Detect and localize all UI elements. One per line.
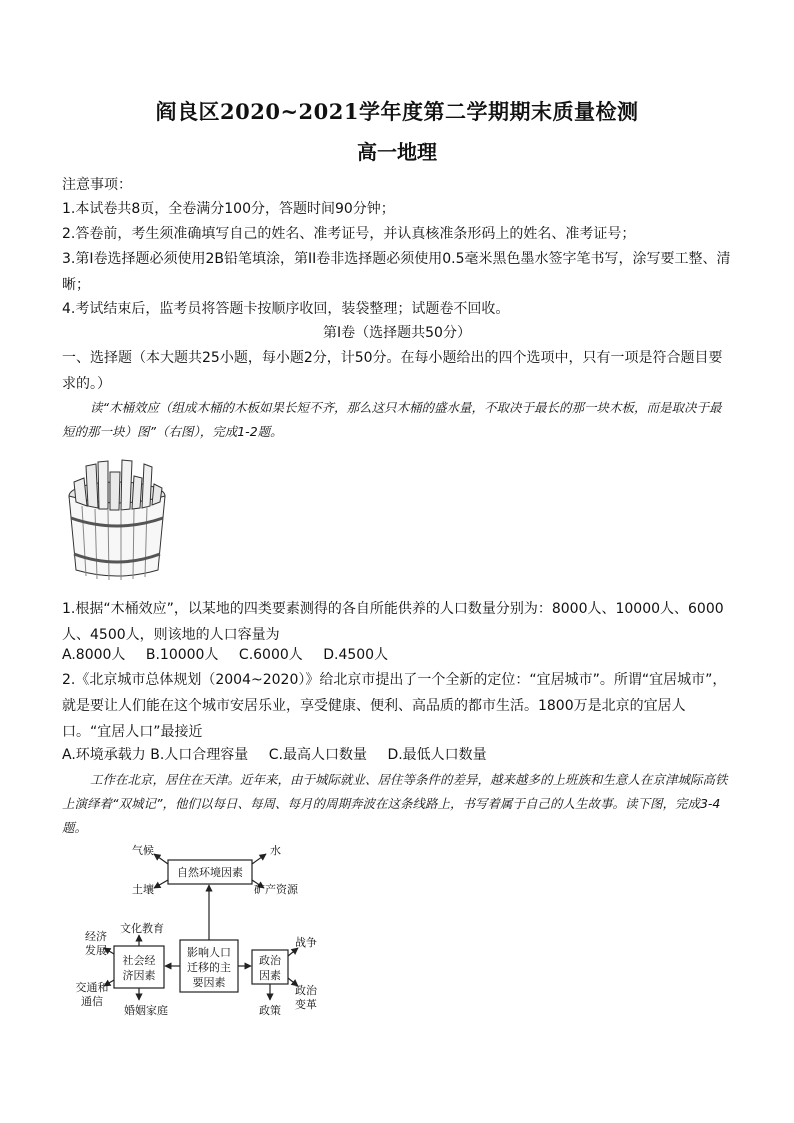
marriage-label: 婚姻家庭	[124, 1004, 168, 1017]
q2-option-b[interactable]: B.人口合理容量	[150, 747, 249, 763]
social-label-line-2: 济因素	[122, 969, 156, 982]
soil-label: 土壤	[132, 883, 154, 896]
question-1-stem: 1.根据“木桶效应”，以某地的四类要素测得的各自所能供养的人口数量分别为：8000人、10000人、6000人、4500人，则该地的人口容量为	[62, 601, 724, 643]
center-label-line-3: 要因素	[192, 976, 226, 989]
q1-option-a[interactable]: A.8000人	[62, 647, 126, 663]
notice-item-2: 2.答卷前，考生须准确填写自己的姓名、准考证号，并认真核准条形码上的姓名、准考证号；	[62, 226, 636, 242]
question-2-stem: 2.《北京城市总体规划（2004~2020）》给北京市提出了一个全新的定位：“宜居城市”。所谓“宜居城市”，就是要让人们能在这个城市安居乐业，享受健康、便利、高品质的都市生活。1800万是北京的宜居人口。“宜居人口”最接近	[62, 672, 727, 740]
center-label-line-1: 影响人口	[187, 946, 231, 959]
war-label: 战争	[295, 936, 317, 949]
notice-item-3: 3.第I卷选择题必须使用2B铅笔填涂，第II卷非选择题必须使用0.5毫米黑色墨水签字笔书写，涂写要工整、清晰；	[62, 251, 731, 293]
notice-item-1: 1.本试卷共8页，全卷满分100分，答题时间90分钟；	[62, 201, 395, 217]
reform-label-line-1: 政治	[295, 984, 317, 997]
water-label: 水	[270, 844, 281, 857]
passage-migration: 工作在北京，居住在天津。近年来，由于城际就业、居住等条件的差异，越来越多的上班族和生意人在京津城际高铁上演绎着“双城记”，他们以每日、每周、每月的周期奔波在这条线路上，书写着属于自己的人生故事。读下图，完成3-4题。	[62, 772, 728, 835]
section-instructions: 一、选择题（本大题共25小题，每小题2分，计50分。在每小题给出的四个选项中，只有一项是符合题目要求的。）	[62, 350, 723, 392]
education-label: 文化教育	[120, 922, 164, 935]
transport-label-line-2: 通信	[81, 995, 103, 1008]
exam-title: 阎良区2020~2021学年度第二学期期末质量检测	[155, 99, 639, 124]
reform-label-line-2: 变革	[295, 998, 317, 1011]
notice-item-4: 4.考试结束后，监考员将答题卡按顺序收回，装袋整理；试题卷不回收。	[62, 301, 510, 317]
natural-factor-label: 自然环境因素	[177, 866, 243, 879]
part-title: 第I卷（选择题共50分）	[323, 325, 471, 341]
political-label-line-1: 政治	[259, 954, 281, 967]
passage-bucket: 读“木桶效应（组成木桶的木板如果长短不齐，那么这只木桶的盛水量，不取决于最长的那一块木板，而是取决于最短的那一块）图”（右图），完成1-2题。	[62, 400, 722, 439]
economy-label-line-2: 发展	[85, 944, 107, 957]
transport-label-line-1: 交通和	[75, 981, 109, 994]
question-2-options	[62, 742, 732, 768]
notice-heading: 注意事项：	[62, 177, 132, 193]
q2-option-a[interactable]: A.环境承载力	[62, 747, 146, 763]
wooden-bucket-figure	[62, 458, 172, 583]
q1-option-b[interactable]: B.10000人	[145, 647, 219, 663]
migration-factors-diagram	[74, 842, 324, 1020]
political-label-line-2: 因素	[259, 969, 281, 982]
q2-option-d[interactable]: D.最低人口数量	[387, 747, 487, 763]
q2-option-c[interactable]: C.最高人口数量	[268, 747, 367, 763]
policy-label: 政策	[259, 1004, 281, 1017]
social-label-line-1: 社会经	[122, 954, 156, 967]
center-label-line-2: 迁移的主	[187, 961, 231, 974]
q1-option-c[interactable]: C.6000人	[238, 647, 303, 663]
question-1-options	[62, 642, 732, 668]
economy-label-line-1: 经济	[85, 930, 107, 943]
q1-option-d[interactable]: D.4500人	[323, 647, 389, 663]
climate-label: 气候	[132, 844, 154, 857]
subject-title: 高一地理	[357, 140, 437, 164]
mineral-label: 矿产资源	[254, 883, 298, 896]
